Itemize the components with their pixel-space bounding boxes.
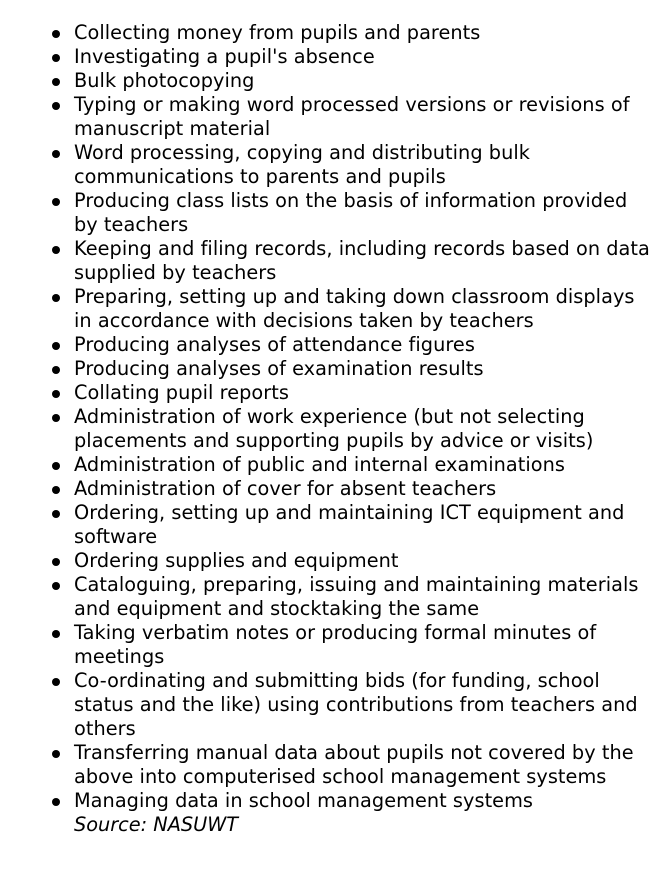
list-item [0,573,665,621]
list-item-text: Collating pupil reports [74,381,289,404]
source-citation: Source: NASUWT [74,813,239,836]
list-item-text: Ordering supplies and equipment [74,549,399,572]
list-item [0,141,665,189]
list-item [0,45,665,69]
list-item [0,477,665,501]
list-item-text: Word processing, copying and distributing bulk communications to parents and pupils [74,141,530,188]
list-item-text: Transferring manual data about pupils not covered by the above into computerised school management systems [74,741,634,788]
list-item-text: Cataloguing, preparing, issuing and maintaining materials and equipment and stocktaking the same [74,573,639,620]
bullet-icon [52,198,60,206]
bullet-icon [52,390,60,398]
bullet-icon [52,342,60,350]
bullet-icon [52,558,60,566]
list-item-text: Preparing, setting up and taking down classroom displays in accordance with decisions taken by teachers [74,285,635,332]
list-item-text: Administration of work experience (but not selecting placements and supporting pupils by advice or visits) [74,405,594,452]
list-item [0,741,665,789]
list-item-text: Typing or making word processed versions or revisions of manuscript material [74,93,630,140]
list-item [0,93,665,141]
list-item-text: Producing analyses of examination results [74,357,484,380]
list-item-text: Taking verbatim notes or producing formal minutes of meetings [74,621,597,668]
list-item [0,69,665,93]
bullet-icon [52,246,60,254]
list-item-text: Administration of cover for absent teachers [74,477,497,500]
bullet-icon [52,510,60,518]
list-item [0,669,665,741]
bullet-icon [52,798,60,806]
list-item-text: Bulk photocopying [74,69,255,92]
bullet-icon [52,630,60,638]
bullet-icon [52,414,60,422]
list-item-text: Ordering, setting up and maintaining ICT equipment and software [74,501,625,548]
list-item [0,333,665,357]
bullet-icon [52,486,60,494]
list-item [0,357,665,381]
list-item [0,501,665,549]
list-item-text: Managing data in school management systems [74,789,534,812]
bullet-icon [52,462,60,470]
list-item [0,381,665,405]
list-item [0,405,665,453]
bullet-icon [52,30,60,38]
list-item [0,621,665,669]
bullet-icon [52,582,60,590]
list-item-text: Co-ordinating and submitting bids (for funding, school status and the like) using contributions from teachers and others [74,669,638,740]
list-item [0,453,665,477]
bullet-icon [52,102,60,110]
list-item-text: Investigating a pupil's absence [74,45,375,68]
list-item-text: Collecting money from pupils and parents [74,21,481,44]
bullet-icon [52,78,60,86]
list-item [0,549,665,573]
list-item [0,789,665,813]
list-item-text: Producing class lists on the basis of information provided by teachers [74,189,628,236]
bullet-icon [52,366,60,374]
bullet-icon [52,294,60,302]
bullet-icon [52,54,60,62]
list-item-text: Keeping and filing records, including records based on data supplied by teachers [74,237,650,284]
list-item-text: Producing analyses of attendance figures [74,333,475,356]
bullet-icon [52,750,60,758]
list-item [0,189,665,237]
list-item [0,285,665,333]
list-item [0,237,665,285]
list-item [0,21,665,45]
bullet-icon [52,678,60,686]
bullet-icon [52,150,60,158]
list-item-text: Administration of public and internal examinations [74,453,565,476]
